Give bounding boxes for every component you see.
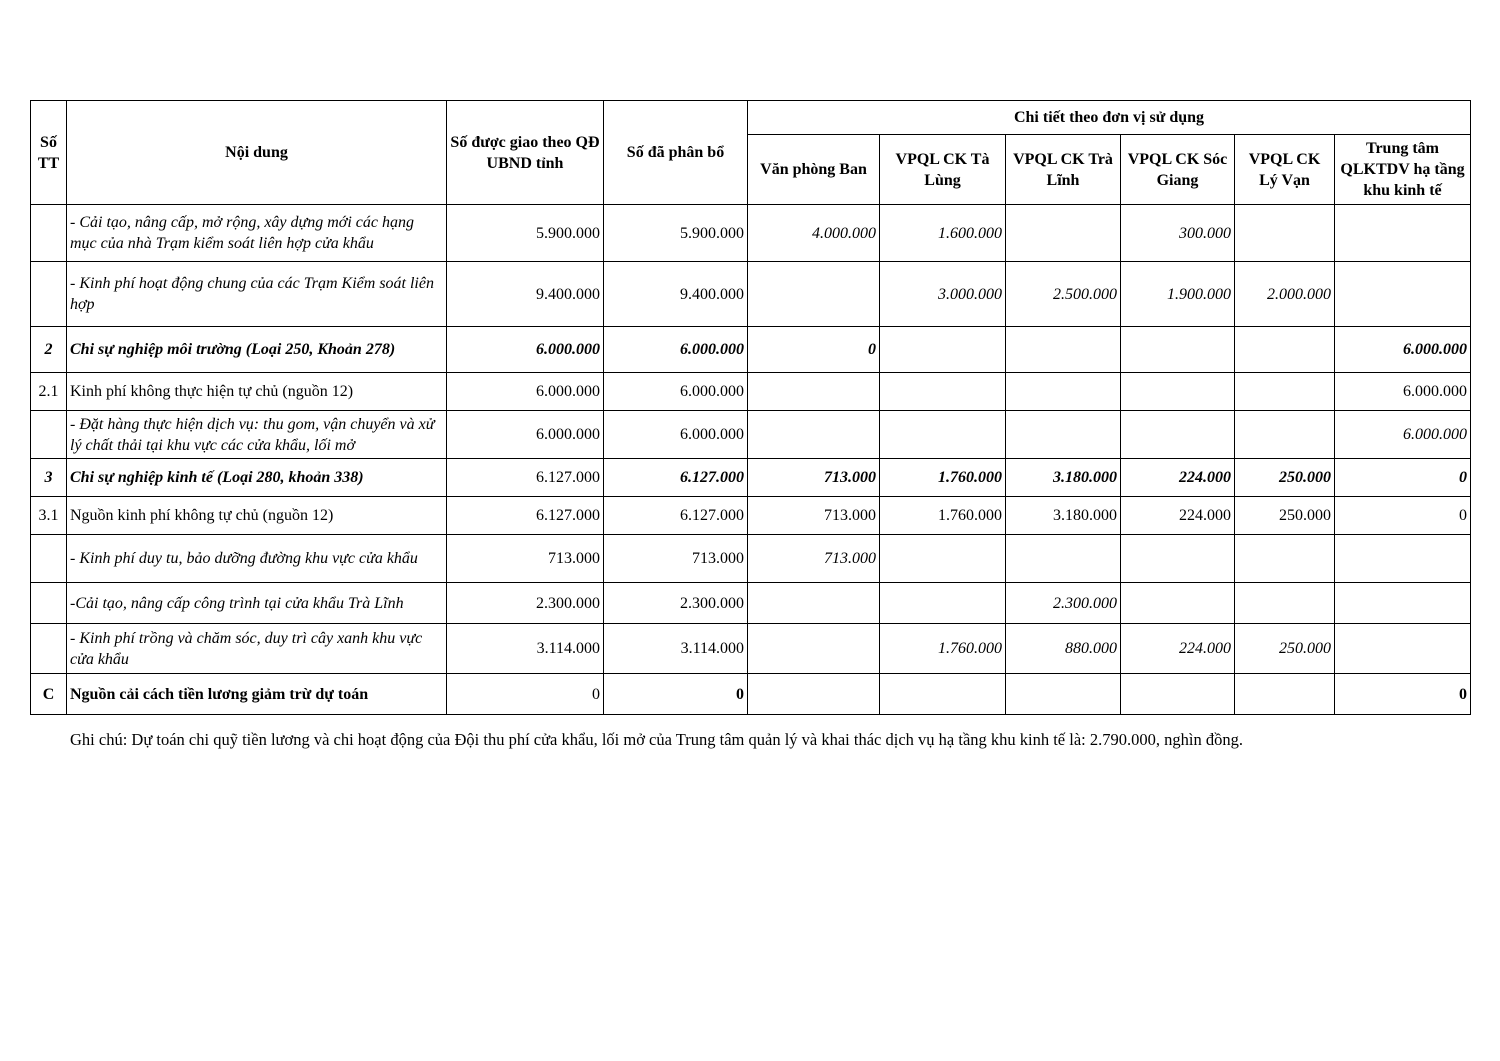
cell-ly-van bbox=[1235, 535, 1335, 583]
header-chi-tiet-group: Chi tiết theo đơn vị sử dụng bbox=[748, 101, 1471, 135]
cell-giao: 3.114.000 bbox=[447, 624, 604, 674]
cell-phan-bo: 713.000 bbox=[604, 535, 748, 583]
cell-vp-ban: 713.000 bbox=[748, 535, 880, 583]
header-unit-tra-linh: VPQL CK Trà Lĩnh bbox=[1006, 135, 1121, 205]
cell-tra-linh bbox=[1006, 327, 1121, 373]
cell-soc-giang: 300.000 bbox=[1121, 205, 1235, 262]
cell-stt bbox=[31, 411, 67, 459]
cell-ly-van bbox=[1235, 674, 1335, 715]
cell-stt bbox=[31, 205, 67, 262]
cell-ta-lung: 1.760.000 bbox=[880, 624, 1006, 674]
cell-vp-ban bbox=[748, 624, 880, 674]
cell-ta-lung bbox=[880, 674, 1006, 715]
table-row bbox=[31, 535, 1471, 583]
cell-soc-giang bbox=[1121, 411, 1235, 459]
cell-soc-giang bbox=[1121, 535, 1235, 583]
cell-soc-giang bbox=[1121, 373, 1235, 411]
cell-stt bbox=[31, 583, 67, 624]
cell-trung-tam: 0 bbox=[1335, 459, 1471, 497]
header-row-1 bbox=[31, 101, 1471, 135]
cell-phan-bo: 6.127.000 bbox=[604, 459, 748, 497]
cell-vp-ban: 713.000 bbox=[748, 459, 880, 497]
table-row bbox=[31, 205, 1471, 262]
cell-vp-ban bbox=[748, 262, 880, 327]
cell-tra-linh bbox=[1006, 411, 1121, 459]
cell-trung-tam bbox=[1335, 624, 1471, 674]
cell-phan-bo: 6.000.000 bbox=[604, 373, 748, 411]
cell-trung-tam bbox=[1335, 583, 1471, 624]
cell-giao: 6.127.000 bbox=[447, 459, 604, 497]
cell-trung-tam: 6.000.000 bbox=[1335, 327, 1471, 373]
cell-soc-giang bbox=[1121, 327, 1235, 373]
cell-phan-bo: 5.900.000 bbox=[604, 205, 748, 262]
header-stt: Số TT bbox=[31, 101, 67, 205]
cell-giao: 6.127.000 bbox=[447, 497, 604, 535]
cell-trung-tam: 6.000.000 bbox=[1335, 373, 1471, 411]
cell-soc-giang: 224.000 bbox=[1121, 624, 1235, 674]
cell-soc-giang bbox=[1121, 674, 1235, 715]
cell-stt bbox=[31, 262, 67, 327]
cell-phan-bo: 3.114.000 bbox=[604, 624, 748, 674]
cell-ly-van: 250.000 bbox=[1235, 624, 1335, 674]
cell-phan-bo: 6.000.000 bbox=[604, 411, 748, 459]
budget-allocation-table bbox=[30, 100, 1471, 715]
cell-trung-tam: 6.000.000 bbox=[1335, 411, 1471, 459]
cell-giao: 6.000.000 bbox=[447, 411, 604, 459]
cell-tra-linh: 2.500.000 bbox=[1006, 262, 1121, 327]
header-so-duoc-giao: Số được giao theo QĐ UBND tỉnh bbox=[447, 101, 604, 205]
table-row bbox=[31, 411, 1471, 459]
cell-phan-bo: 9.400.000 bbox=[604, 262, 748, 327]
cell-ly-van bbox=[1235, 583, 1335, 624]
cell-tra-linh bbox=[1006, 535, 1121, 583]
cell-vp-ban: 0 bbox=[748, 327, 880, 373]
cell-ly-van bbox=[1235, 205, 1335, 262]
cell-tra-linh: 880.000 bbox=[1006, 624, 1121, 674]
cell-content: Chi sự nghiệp kinh tế (Loại 280, khoản 338) bbox=[67, 459, 447, 497]
cell-soc-giang: 224.000 bbox=[1121, 459, 1235, 497]
cell-phan-bo: 2.300.000 bbox=[604, 583, 748, 624]
cell-soc-giang bbox=[1121, 583, 1235, 624]
cell-giao: 6.000.000 bbox=[447, 327, 604, 373]
cell-content: -Cải tạo, nâng cấp công trình tại cửa khẩu Trà Lĩnh bbox=[67, 583, 447, 624]
cell-content: - Cải tạo, nâng cấp, mở rộng, xây dựng mới các hạng mục của nhà Trạm kiểm soát liên hợp cửa khẩu bbox=[67, 205, 447, 262]
cell-tra-linh bbox=[1006, 674, 1121, 715]
cell-soc-giang: 1.900.000 bbox=[1121, 262, 1235, 327]
cell-ta-lung bbox=[880, 373, 1006, 411]
cell-content: Chi sự nghiệp môi trường (Loại 250, Khoản 278) bbox=[67, 327, 447, 373]
cell-vp-ban bbox=[748, 373, 880, 411]
cell-tra-linh bbox=[1006, 373, 1121, 411]
cell-ta-lung: 1.760.000 bbox=[880, 459, 1006, 497]
cell-ta-lung: 1.600.000 bbox=[880, 205, 1006, 262]
cell-ly-van bbox=[1235, 327, 1335, 373]
cell-content: - Đặt hàng thực hiện dịch vụ: thu gom, vận chuyển và xử lý chất thải tại khu vực các cửa khẩu, lối mở bbox=[67, 411, 447, 459]
cell-giao: 0 bbox=[447, 674, 604, 715]
header-unit-ta-lung: VPQL CK Tà Lùng bbox=[880, 135, 1006, 205]
header-noi-dung: Nội dung bbox=[67, 101, 447, 205]
table-row bbox=[31, 583, 1471, 624]
table-row bbox=[31, 262, 1471, 327]
cell-ly-van: 250.000 bbox=[1235, 497, 1335, 535]
cell-content: Nguồn cải cách tiền lương giảm trừ dự toán bbox=[67, 674, 447, 715]
cell-ly-van: 250.000 bbox=[1235, 459, 1335, 497]
cell-stt: 3 bbox=[31, 459, 67, 497]
cell-content: - Kinh phí trồng và chăm sóc, duy trì cây xanh khu vực cửa khẩu bbox=[67, 624, 447, 674]
cell-tra-linh: 3.180.000 bbox=[1006, 459, 1121, 497]
cell-vp-ban bbox=[748, 674, 880, 715]
cell-soc-giang: 224.000 bbox=[1121, 497, 1235, 535]
cell-giao: 5.900.000 bbox=[447, 205, 604, 262]
header-unit-van-phong-ban: Văn phòng Ban bbox=[748, 135, 880, 205]
cell-giao: 713.000 bbox=[447, 535, 604, 583]
cell-tra-linh: 3.180.000 bbox=[1006, 497, 1121, 535]
table-row bbox=[31, 373, 1471, 411]
cell-content: Nguồn kinh phí không tự chủ (nguồn 12) bbox=[67, 497, 447, 535]
cell-stt: C bbox=[31, 674, 67, 715]
cell-vp-ban bbox=[748, 411, 880, 459]
table-row bbox=[31, 624, 1471, 674]
cell-phan-bo: 6.127.000 bbox=[604, 497, 748, 535]
header-unit-soc-giang: VPQL CK Sóc Giang bbox=[1121, 135, 1235, 205]
section-row bbox=[31, 327, 1471, 373]
footnote: Ghi chú: Dự toán chi quỹ tiền lương và chi hoạt động của Đội thu phí cửa khẩu, lối mở của Trung tâm quản lý và khai thác dịch vụ hạ tầng khu kinh tế là: 2.790.000, nghìn đồng. bbox=[70, 730, 1243, 749]
cell-stt: 2.1 bbox=[31, 373, 67, 411]
cell-stt bbox=[31, 624, 67, 674]
cell-stt bbox=[31, 535, 67, 583]
cell-tra-linh: 2.300.000 bbox=[1006, 583, 1121, 624]
cell-phan-bo: 0 bbox=[604, 674, 748, 715]
cell-trung-tam: 0 bbox=[1335, 497, 1471, 535]
cell-stt: 3.1 bbox=[31, 497, 67, 535]
cell-trung-tam bbox=[1335, 535, 1471, 583]
cell-ta-lung bbox=[880, 583, 1006, 624]
cell-ta-lung: 1.760.000 bbox=[880, 497, 1006, 535]
cell-vp-ban bbox=[748, 583, 880, 624]
cell-content: Kinh phí không thực hiện tự chủ (nguồn 12) bbox=[67, 373, 447, 411]
cell-content: - Kinh phí hoạt động chung của các Trạm Kiểm soát liên hợp bbox=[67, 262, 447, 327]
cell-ly-van bbox=[1235, 373, 1335, 411]
section-row bbox=[31, 674, 1471, 715]
cell-ta-lung bbox=[880, 327, 1006, 373]
cell-ta-lung bbox=[880, 535, 1006, 583]
cell-vp-ban: 713.000 bbox=[748, 497, 880, 535]
cell-tra-linh bbox=[1006, 205, 1121, 262]
cell-giao: 2.300.000 bbox=[447, 583, 604, 624]
cell-trung-tam bbox=[1335, 205, 1471, 262]
cell-content: - Kinh phí duy tu, bảo dưỡng đường khu vực cửa khẩu bbox=[67, 535, 447, 583]
cell-ly-van bbox=[1235, 411, 1335, 459]
cell-giao: 9.400.000 bbox=[447, 262, 604, 327]
cell-giao: 6.000.000 bbox=[447, 373, 604, 411]
cell-phan-bo: 6.000.000 bbox=[604, 327, 748, 373]
cell-ta-lung bbox=[880, 411, 1006, 459]
cell-trung-tam bbox=[1335, 262, 1471, 327]
header-unit-ly-van: VPQL CK Lý Vạn bbox=[1235, 135, 1335, 205]
section-row bbox=[31, 459, 1471, 497]
table-row bbox=[31, 497, 1471, 535]
cell-ly-van: 2.000.000 bbox=[1235, 262, 1335, 327]
cell-vp-ban: 4.000.000 bbox=[748, 205, 880, 262]
header-so-da-phan-bo: Số đã phân bổ bbox=[604, 101, 748, 205]
cell-stt: 2 bbox=[31, 327, 67, 373]
cell-ta-lung: 3.000.000 bbox=[880, 262, 1006, 327]
cell-trung-tam: 0 bbox=[1335, 674, 1471, 715]
header-unit-trung-tam: Trung tâm QLKTDV hạ tầng khu kinh tế bbox=[1335, 135, 1471, 205]
